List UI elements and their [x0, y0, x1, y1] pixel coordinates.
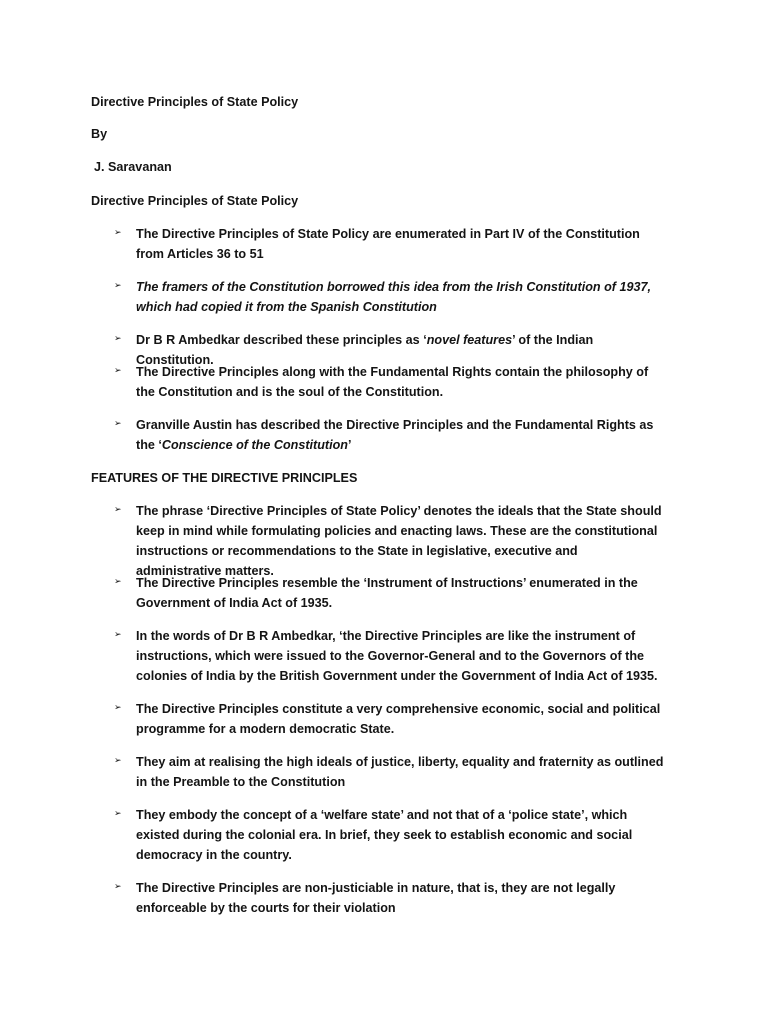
list-item	[114, 573, 666, 613]
author-name: J. Saravanan	[94, 160, 172, 174]
arrow-bullet-icon: ➢	[114, 881, 122, 891]
list-item	[114, 626, 666, 686]
arrow-bullet-icon: ➢	[114, 808, 122, 818]
text-run: Dr B R Ambedkar described these principles as ‘	[136, 333, 427, 347]
list-item-text: The framers of the Constitution borrowed this idea from the Irish Constitution of 1937, which had copied it from the Spanish Constitution	[136, 280, 651, 314]
list-item-text: The Directive Principles constitute a very comprehensive economic, social and political programme for a modern democratic State.	[136, 702, 661, 736]
arrow-bullet-icon: ➢	[114, 227, 122, 237]
list-item	[114, 501, 666, 581]
list-item-text: They aim at realising the high ideals of justice, liberty, equality and fraternity as outlined in the Preamble to the Constitution	[136, 755, 664, 789]
byline-label: By	[91, 127, 108, 141]
list-item-text: The Directive Principles are non-justiciable in nature, that is, they are not legally enforceable by the courts for their violation	[136, 881, 616, 915]
section-heading-features: FEATURES OF THE DIRECTIVE PRINCIPLES	[91, 471, 358, 485]
list-item	[114, 415, 666, 455]
arrow-bullet-icon: ➢	[114, 333, 122, 343]
list-item-text: The Directive Principles of State Policy are enumerated in Part IV of the Constitution from Articles 36 to 51	[136, 227, 640, 261]
list-item-text: The phrase ‘Directive Principles of State Policy’ denotes the ideals that the State should keep in mind while formulating policies and enacting laws. These are the constitutional instructions or recommendations to the State in legislative, executive and administrative matters.	[136, 504, 662, 578]
list-item-text: The Directive Principles resemble the ‘Instrument of Instructions’ enumerated in the Government of India Act of 1935.	[136, 576, 638, 610]
list-item-text: They embody the concept of a ‘welfare state’ and not that of a ‘police state’, which existed during the colonial era. In brief, they seek to establish economic and social democracy in the country.	[136, 808, 633, 862]
emphasis-text: novel features	[426, 333, 513, 347]
arrow-bullet-icon: ➢	[114, 365, 122, 375]
list-item-text: In the words of Dr B R Ambedkar, ‘the Directive Principles are like the instrument of instructions, which were issued to the Governor-General and to the Governors of the colonies of India by the British Government under the Government of India Act of 1935.	[136, 629, 658, 683]
emphasis-text: Conscience of the Constitution	[161, 438, 348, 452]
arrow-bullet-icon: ➢	[114, 576, 122, 586]
arrow-bullet-icon: ➢	[114, 755, 122, 765]
list-item-text	[136, 415, 666, 455]
list-item	[114, 752, 666, 792]
list-item	[114, 277, 666, 317]
list-item	[114, 878, 666, 918]
list-item-text: The Directive Principles along with the Fundamental Rights contain the philosophy of the Constitution and is the soul of the Constitution.	[136, 365, 649, 399]
arrow-bullet-icon: ➢	[114, 504, 122, 514]
document-title: Directive Principles of State Policy	[91, 95, 299, 109]
arrow-bullet-icon: ➢	[114, 418, 122, 428]
arrow-bullet-icon: ➢	[114, 702, 122, 712]
text-run: ’	[348, 438, 352, 452]
list-item	[114, 699, 666, 739]
list-item	[114, 362, 666, 402]
text-run: Granville Austin has described the Directive Principles and the Fundamental Rights as the ‘	[136, 418, 654, 452]
list-item	[114, 805, 666, 865]
arrow-bullet-icon: ➢	[114, 280, 122, 290]
list-item	[114, 224, 666, 264]
arrow-bullet-icon: ➢	[114, 629, 122, 639]
section-heading-intro: Directive Principles of State Policy	[91, 194, 299, 208]
text-run: ’ of the Indian Constitution.	[136, 333, 594, 367]
